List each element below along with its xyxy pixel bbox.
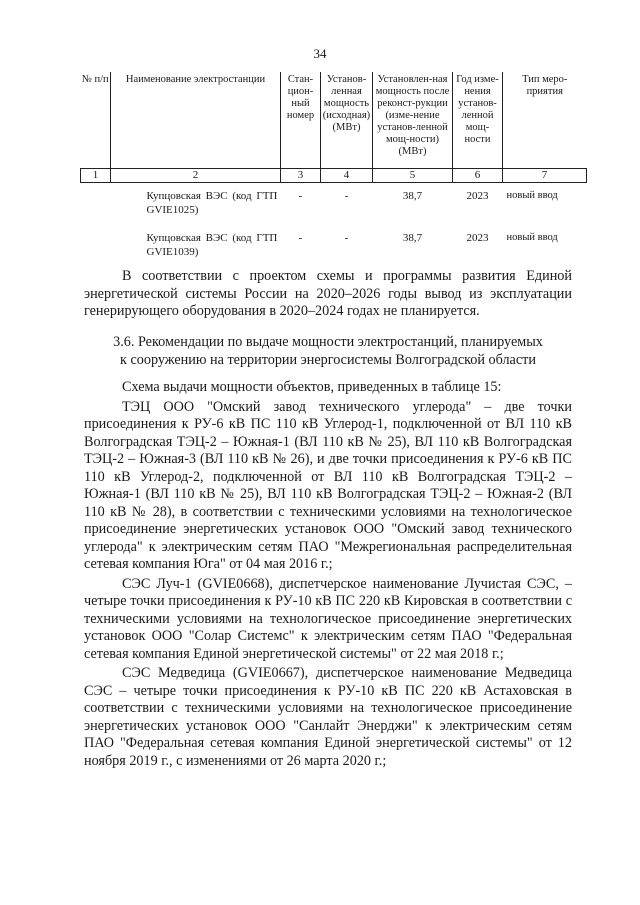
column-number: 5: [373, 169, 453, 183]
header-type: Тип меро-приятия: [503, 72, 587, 169]
column-number: 1: [81, 169, 111, 183]
capacity-initial: -: [344, 232, 349, 244]
header-capacity-after: Установлен-ная мощность после реконст-рукции (изме-нение установ-ленной мощ-ности) (МВт): [373, 72, 453, 169]
body-paragraph: ТЭЦ ООО "Омский завод технического углерода" – две точки присоединения к РУ-6 кВ ПС 110 кВ Углерод-1, подключенной от ВЛ 110 кВ Волгоградская ТЭЦ-2 – Южная-1 (ВЛ 110 кВ № 25), ВЛ 110 кВ Волгоградская ТЭЦ-2 – Южная-3 (ВЛ 110 кВ № 26), и две точки присоединения к РУ-6 кВ ПС 110 кВ Углерод-2, подключенной от ВЛ 110 кВ Волгоградская ТЭЦ-2 – Южная-1 (ВЛ 110 кВ № 25), ВЛ 110 кВ Волгоградская ТЭЦ-2 – Южная-2 (ВЛ 110 кВ № 28), в соответствии с техническими условиями на технологическое присоединение энергетических установок ООО "Омский завод технического углерода" к электрическим сетям ПАО "Межрегиональная распределительная сетевая компания Юга" от 04 мая 2016 г.;: [84, 398, 572, 572]
station-name: Купцовская ВЭС (код ГТП GVIE1039): [146, 232, 278, 258]
capacity-after: 38,7: [402, 232, 423, 244]
section-heading: [84, 334, 572, 369]
table-row: [81, 225, 587, 267]
header-station-name: Наименование электростанции: [111, 72, 281, 169]
station-no: -: [298, 190, 303, 202]
table-header-row: [81, 72, 587, 169]
page-number: 34: [313, 46, 327, 61]
column-number: 4: [321, 169, 373, 183]
row-number: [81, 225, 111, 267]
change-year: 2023: [466, 190, 489, 202]
section-body: [84, 379, 572, 772]
column-number: 3: [281, 169, 321, 183]
capacity-initial: -: [344, 190, 349, 202]
header-year: Год изме-нения установ-ленной мощ-ности: [453, 72, 503, 169]
header-number: № п/п: [81, 74, 109, 85]
column-number: 2: [111, 169, 281, 183]
plan-paragraph: В соответствии с проектом схемы и программы развития Единой энергетической системы России на 2020–2026 годы вывод из эксплуатации генерирующего оборудования в 2020–2024 годах не планируется.: [84, 268, 572, 319]
header-capacity-initial: Установ-ленная мощность (исходная) (МВт): [321, 72, 373, 169]
header-station-no: Стан-цион-ный номер: [281, 72, 321, 169]
row-number: [81, 183, 111, 226]
section-heading-line: 3.6. Рекомендации по выдаче мощности электростанций, планируемых: [113, 334, 543, 350]
column-number: 6: [453, 169, 503, 183]
column-number: 7: [503, 169, 587, 183]
body-paragraph: СЭС Луч-1 (GVIE0668), диспетчерское наименование Лучистая СЭС, – четыре точки присоединения к РУ-10 кВ ПС 220 кВ Кировская в соответствии с техническими условиями на технологическое присоединение энергетических установок ООО "Солар Системс" к электрическим сетям ПАО "Федеральная сетевая компания Единой энергетической системы" от 22 мая 2018 г.;: [84, 575, 572, 662]
capacity-after: 38,7: [402, 190, 423, 202]
power-stations-table: [80, 72, 587, 267]
measure-type: новый ввод: [506, 190, 558, 201]
column-number-row: [81, 169, 587, 183]
plan-paragraph-block: [84, 268, 572, 321]
body-paragraph: СЭС Медведица (GVIE0667), диспетчерское наименование Медведица СЭС – четыре точки присоединения к РУ-10 кВ ПС 220 кВ Астаховская в соответствии с техническими условиями на технологическое присоединение энергетических установок ООО "Санлайт Энерджи" к электрическим сетям ПАО "Федеральная сетевая компания Единой энергетической системы" от 12 ноября 2019 г., с изменениями от 26 марта 2020 г.;: [84, 665, 572, 769]
measure-type: новый ввод: [506, 232, 558, 243]
station-name: Купцовская ВЭС (код ГТП GVIE1025): [146, 190, 278, 216]
station-no: -: [298, 232, 303, 244]
change-year: 2023: [466, 232, 489, 244]
body-paragraph: Схема выдачи мощности объектов, приведенных в таблице 15:: [122, 379, 502, 395]
section-heading-line: к сооружению на территории энергосистемы Волгоградской области: [120, 351, 536, 368]
table-row: [81, 183, 587, 226]
